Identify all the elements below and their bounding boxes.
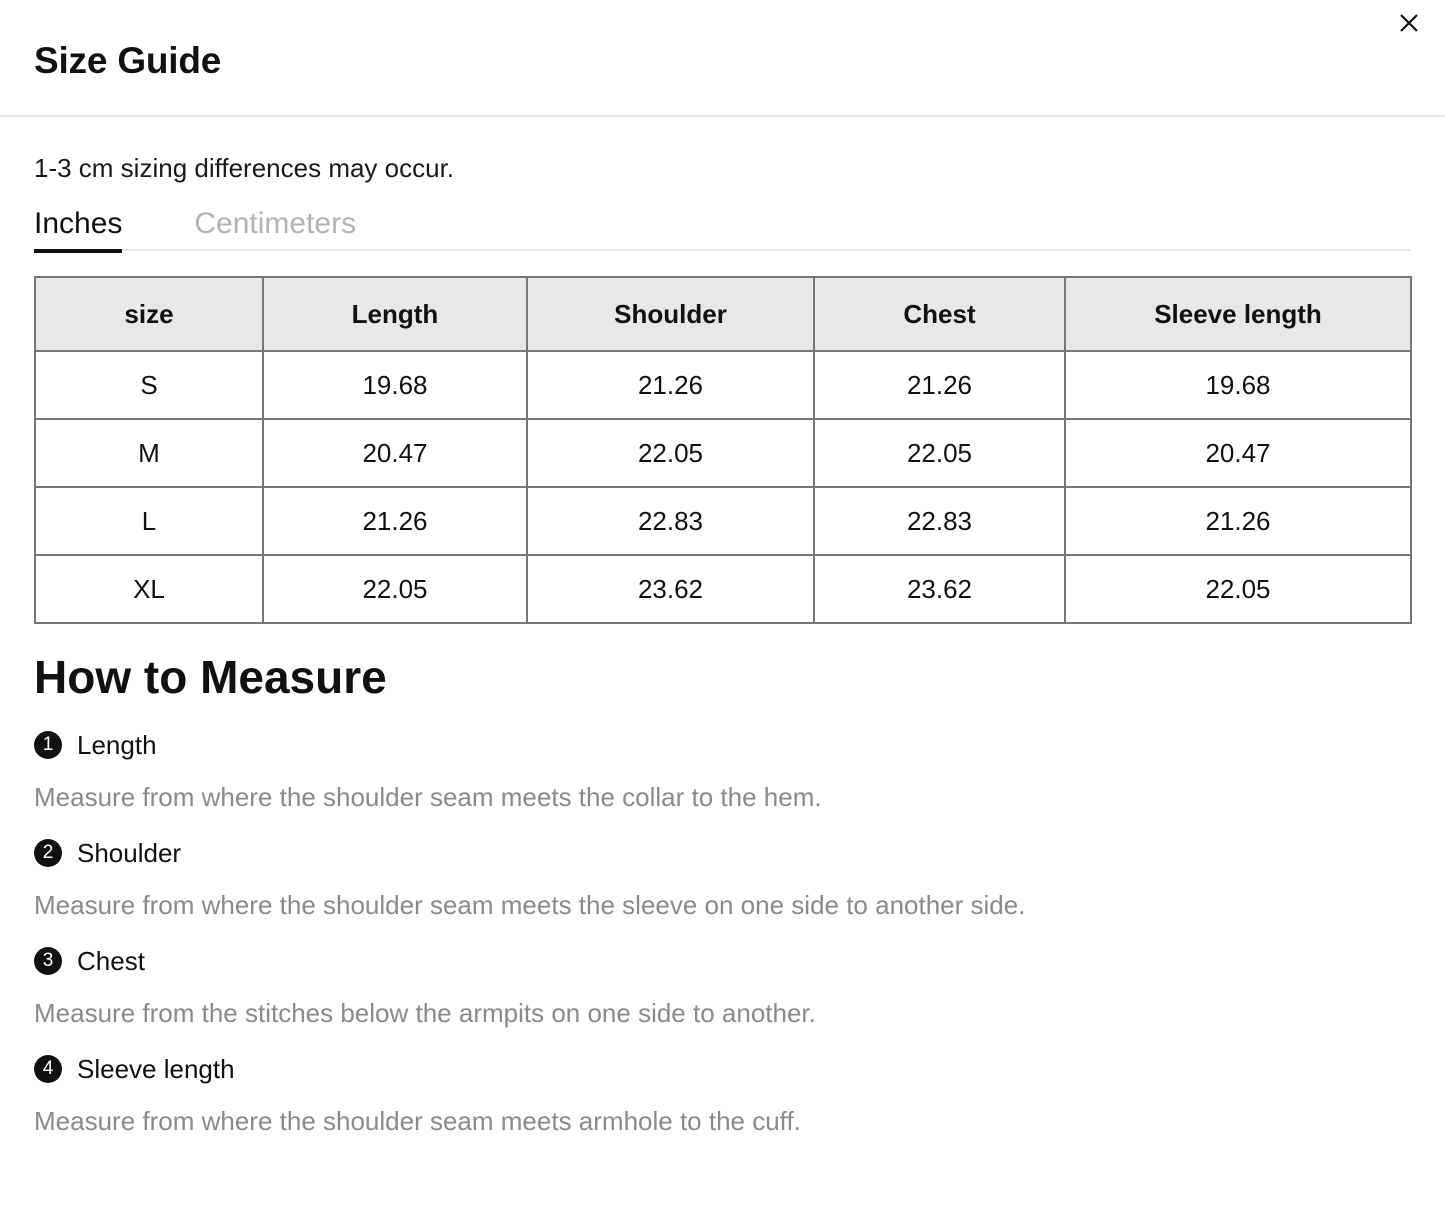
table-cell: M [35, 419, 263, 487]
close-icon[interactable] [1395, 9, 1423, 37]
measure-description: Measure from where the shoulder seam meets the collar to the hem. [34, 782, 822, 812]
measure-item [34, 726, 1410, 812]
measure-description: Measure from the stitches below the armpits on one side to another. [34, 998, 816, 1028]
unit-tabs [34, 206, 1410, 251]
table-cell: 22.83 [527, 487, 814, 555]
table-cell: 21.26 [814, 351, 1065, 419]
table-cell: 23.62 [527, 555, 814, 623]
column-header: Sleeve length [1065, 277, 1411, 351]
modal-body [34, 117, 1410, 1136]
column-header: Shoulder [527, 277, 814, 351]
table-cell: 19.68 [1065, 351, 1411, 419]
size-table [34, 276, 1412, 624]
table-cell: L [35, 487, 263, 555]
table-row [35, 351, 1411, 419]
table-cell: 21.26 [1065, 487, 1411, 555]
table-row [35, 555, 1411, 623]
modal-title: Size Guide [34, 40, 222, 81]
tab-inches[interactable]: Inches [34, 206, 122, 251]
column-header: Length [263, 277, 527, 351]
table-cell: 21.26 [527, 351, 814, 419]
table-row [35, 419, 1411, 487]
table-cell: 22.05 [527, 419, 814, 487]
table-cell: S [35, 351, 263, 419]
table-cell: 19.68 [263, 351, 527, 419]
table-cell: 23.62 [814, 555, 1065, 623]
measure-label: Shoulder [77, 837, 182, 868]
table-cell: 22.83 [814, 487, 1065, 555]
sizing-note: 1-3 cm sizing differences may occur. [34, 153, 455, 183]
number-badge-4: 4 [34, 1055, 62, 1083]
measure-item [34, 942, 1410, 1028]
column-header: Chest [814, 277, 1065, 351]
table-cell: XL [35, 555, 263, 623]
column-header: size [35, 277, 263, 351]
number-badge-2: 2 [34, 839, 62, 867]
measure-description: Measure from where the shoulder seam meets the sleeve on one side to another side. [34, 890, 1026, 920]
measure-item [34, 1050, 1410, 1136]
measure-label: Length [77, 729, 157, 760]
tab-centimeters[interactable]: Centimeters [194, 207, 357, 240]
measure-item [34, 834, 1410, 920]
table-cell: 22.05 [263, 555, 527, 623]
modal-header [0, 0, 1445, 117]
measure-label: Sleeve length [77, 1053, 235, 1084]
number-badge-1: 1 [34, 731, 62, 759]
how-to-measure-title: How to Measure [34, 651, 387, 703]
table-cell: 21.26 [263, 487, 527, 555]
table-cell: 20.47 [1065, 419, 1411, 487]
table-header-row [35, 277, 1411, 351]
table-cell: 20.47 [263, 419, 527, 487]
table-row [35, 487, 1411, 555]
number-badge-3: 3 [34, 947, 62, 975]
table-cell: 22.05 [1065, 555, 1411, 623]
measure-description: Measure from where the shoulder seam meets armhole to the cuff. [34, 1106, 801, 1136]
measure-label: Chest [77, 945, 145, 976]
table-cell: 22.05 [814, 419, 1065, 487]
